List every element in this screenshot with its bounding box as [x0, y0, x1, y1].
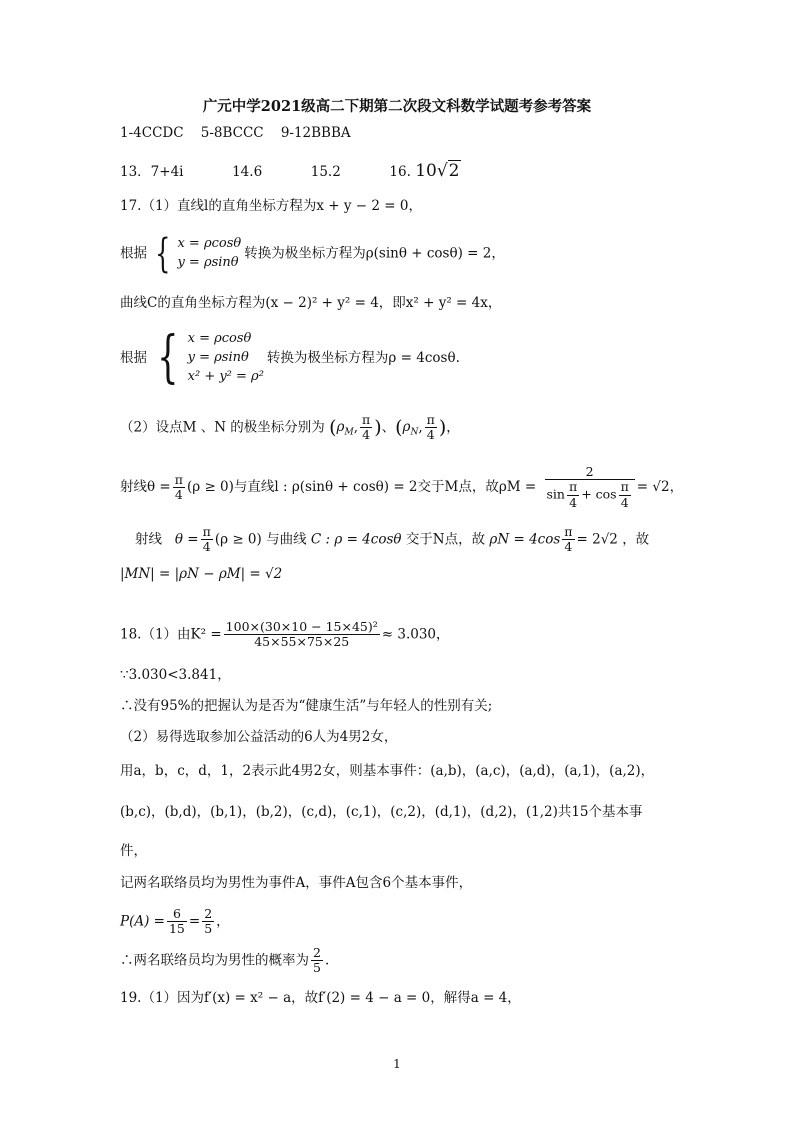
q18-line-9: P(A) = $\frac{6}{15}$ = $\frac{2}{5}$ ， — [120, 906, 230, 937]
q17-line-6: 射线θ = $\frac{\pi}{4}$ (ρ ≥ 0)与直线l : ρ(sinθ + cosθ) = 2交于M点，故ρM = 2 sin $\frac{\pi}{4}$ + cos $\frac{\pi}{4}$ = √2， — [120, 464, 684, 510]
q18-line-4: （2）易得选取参加公益活动的6人为4男2女， — [120, 729, 398, 745]
page-number: 1 — [393, 1057, 401, 1071]
q18-line-10: ∴两名联络员均为男性的概率为 $\frac{2}{5}$ . — [120, 945, 330, 976]
answer-15: 15.2 — [310, 164, 341, 180]
q17-line-8: |MN| = |ρN − ρM| = √2 — [120, 566, 283, 582]
q17-line-2: 根据 { x = ρcosθ y = ρsinθ 转换为极坐标方程为ρ(sinθ + cosθ) = 2， — [120, 231, 505, 277]
q17-line-7: 射线 θ = $\frac{\pi}{4}$ (ρ ≥ 0) 与曲线 C : ρ = 4cosθ 交于N点，故 ρN = 4cos $\frac{\pi}{4}$ = 2√2 ，故 — [135, 524, 650, 555]
q18-line-2: ∵3.030<3.841， — [120, 667, 231, 683]
answers-1-4: 1-4CCDC — [120, 125, 184, 141]
answers-9-12: 9-12BBBA — [280, 125, 351, 141]
answer-13: 13．7+4i — [120, 164, 184, 180]
q17-line-1: 17.（1）直线l的直角坐标方程为x + y − 2 = 0， — [120, 198, 422, 214]
answers-5-8: 5-8BCCC — [200, 125, 264, 141]
multiple-choice-answers — [120, 127, 351, 141]
q17-line-5: （2）设点M 、N 的极坐标分别为 ($\rho_M$, $\frac{\pi}{4}$ )、($\rho_N$, $\frac{\pi}{4}$ )， — [120, 412, 460, 443]
q18-line-6: (b,c)，(b,d)，(b,1)，(b,2)，(c,d)，(c,1)，(c,2)，(d,1)，(d,2)，(1,2)共15个基本事 — [120, 804, 643, 820]
q18-line-5: 用a，b，c，d，1，2表示此4男2女，则基本事件：(a,b)，(a,c)，(a,d)，(a,1)，(a,2)， — [120, 763, 655, 779]
page-title: 广元中学2021级高二下期第二次段文科数学试题考参考答案 — [202, 98, 592, 115]
fill-in-answers — [120, 163, 461, 180]
answer-16: 16. — [389, 164, 411, 180]
answer-14: 14.6 — [232, 164, 263, 180]
q19-line-1: 19.（1）因为f′(x) = x² − a，故f′(2) = 4 − a = 0，解得a = 4， — [120, 990, 521, 1006]
answer-16-value: 10√2 — [415, 161, 460, 181]
q18-line-1: 18.（1）由K² = $\frac{\text{100×(30×10 − 15×45)²}}{45\times 55\times 75\times 25}$ ≈ 3.030， — [120, 619, 450, 650]
q18-line-8: 记两名联络员均为男性为事件A，事件A包含6个基本事件， — [120, 875, 473, 891]
q18-line-7: 件， — [120, 843, 147, 859]
q17-line-4: 根据 { x = ρcosθ y = ρsinθ x² + y² = ρ² 转换为极坐标方程为ρ = 4cosθ. — [120, 325, 460, 391]
q17-line-3: 曲线C的直角坐标方程为(x − 2)² + y² = 4，即x² + y² = 4x， — [120, 295, 502, 311]
q18-line-3: ∴没有95%的把握认为是否为“健康生活”与年轻人的性别有关; — [120, 698, 493, 714]
